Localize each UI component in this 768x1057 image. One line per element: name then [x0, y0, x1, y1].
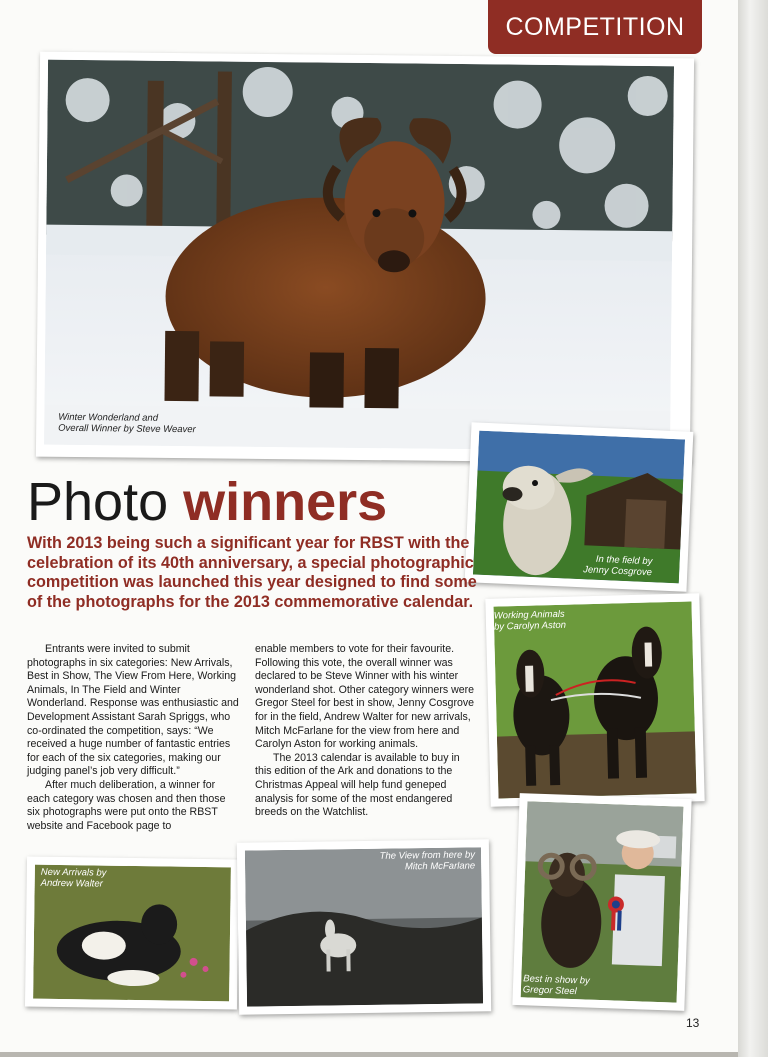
photo-view-from-here: [237, 839, 491, 1015]
headline-bold: winners: [183, 472, 388, 532]
body-column-2: [255, 643, 477, 820]
caption-show-line1: Best in show by: [523, 973, 590, 987]
section-tab: COMPETITION: [488, 0, 702, 54]
caption-view: [357, 849, 475, 873]
caption-arrivals: [41, 867, 107, 890]
headline: [27, 472, 387, 532]
page-bottom-rule: [0, 1052, 738, 1057]
body-paragraph: Entrants were invited to submit photographs in six categories: New Arrivals, Best in Show, The View From Here, Working Animals, In The Field and Winter Wonderland. Response was enthusiastic and Development Assistant Sarah Spriggs, who co-ordinated the competition, says: “We received a huge number of fantastic entries for each of the six categories, making our judging panel’s job very difficult.”: [27, 643, 239, 778]
caption-working: [494, 609, 567, 633]
caption-arrivals-line1: New Arrivals by: [40, 866, 107, 879]
body-paragraph: enable members to vote for their favourite. Following this vote, the overall winner was declared to be Steve Winner with his winter wonderland shot. Other category winners were Gregor Steel for best in show, Jenny Cosgrove for in the field, Andrew Walter for new arrivals, Mitch McFarlane for the view from here and Carolyn Aston for working animals.: [255, 643, 475, 751]
ram-in-snow-image: [44, 60, 674, 452]
ram-and-handler-image: [521, 801, 684, 1002]
photo-new-arrivals: [25, 857, 239, 1010]
caption-field-line1: In the field by: [595, 553, 653, 568]
photo-winter-wonderland: [36, 52, 694, 464]
body-column-1: [27, 643, 239, 833]
caption-field: [583, 553, 653, 578]
caption-show: [523, 973, 590, 997]
caption-working-line2: by Carolyn Aston: [493, 619, 567, 633]
caption-winter: [58, 412, 196, 435]
page-edge: [738, 0, 768, 1057]
page-number: 13: [686, 1016, 700, 1030]
photo-best-in-show: [512, 793, 691, 1011]
headline-light: Photo: [27, 472, 169, 532]
caption-view-line2: Mitch McFarlane: [404, 860, 476, 873]
caption-working-line1: Working Animals: [493, 608, 565, 622]
lamb-in-field-image: [473, 431, 685, 584]
caption-winter-line1: Winter Wonderland and: [58, 411, 159, 424]
body-paragraph: The 2013 calendar is available to buy in this edition of the Ark and donations to the Christmas Appeal will help fund geneped analysis for some of the most endangered breeds on the Watchlist.: [255, 751, 460, 819]
photo-working-animals: [485, 593, 704, 807]
caption-winter-line2: Overall Winner by Steve Weaver: [58, 422, 196, 436]
caption-view-line1: The View from here by: [379, 849, 476, 862]
intro-paragraph: With 2013 being such a significant year for RBST with the celebration of its 40th anniversary, a special photographic competition was launched this year designed to find some of the photographs for the 2013 commemorative calendar.: [27, 534, 477, 611]
caption-arrivals-line2: Andrew Walter: [40, 877, 103, 890]
caption-show-line2: Gregor Steel: [522, 984, 577, 998]
body-paragraph: After much deliberation, a winner for each category was chosen and then those six photographs were put onto the RBST website and Facebook page to: [27, 778, 226, 832]
caption-field-line2: Jenny Cosgrove: [583, 564, 653, 579]
photo-in-the-field: [465, 422, 694, 592]
